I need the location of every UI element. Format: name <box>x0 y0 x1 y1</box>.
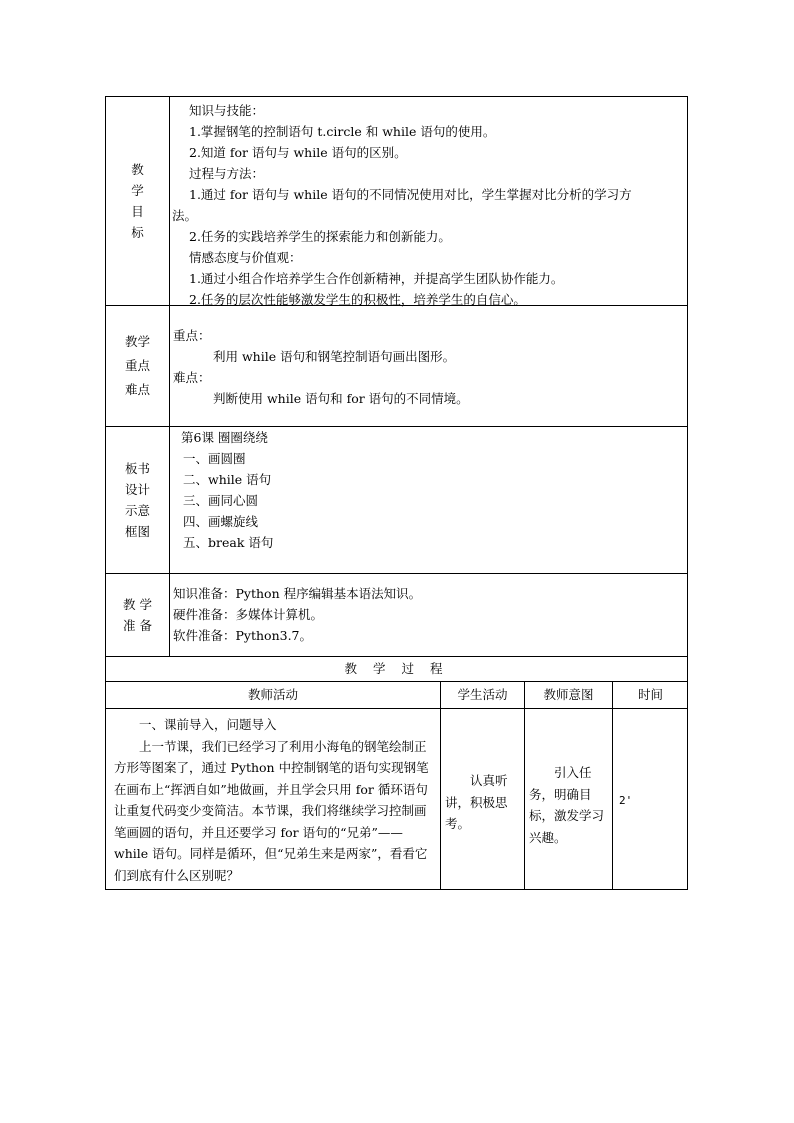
keypoints-content <box>173 325 683 409</box>
keypoints-label: 教学 重点 难点 <box>106 306 170 426</box>
goals-section <box>105 96 688 306</box>
process-table <box>105 682 688 890</box>
column-divider <box>524 682 525 889</box>
goals-heading: 过程与方法： <box>189 166 265 181</box>
prep-line: 软件准备：Python3.7。 <box>173 628 313 643</box>
goals-item: 2.任务的实践培养学生的探索能力和创新能力。 <box>189 229 451 244</box>
goals-heading: 知识与技能： <box>189 103 265 118</box>
teacher-intent-cell: 引入任务，明确目标，激发学习兴趣。 <box>529 765 605 845</box>
header-teacher-activity: 教师活动 <box>247 687 298 702</box>
goals-item: 2.任务的层次性能够激发学生的积极性，培养学生的自信心。 <box>189 292 526 307</box>
board-line: 二、while 语句 <box>183 472 272 487</box>
goals-heading: 情感态度与价值观： <box>189 250 302 265</box>
prep-line: 硬件准备：多媒体计算机。 <box>173 607 324 622</box>
header-time: 时间 <box>637 687 663 702</box>
header-student-activity: 学生活动 <box>457 687 508 702</box>
student-activity-cell: 认真听讲，积极思考。 <box>445 773 508 831</box>
board-line: 一、画圆圈 <box>183 451 246 466</box>
prep-content <box>173 583 683 646</box>
goals-item: 1.掌握钢笔的控制语句 t.circle 和 while 语句的使用。 <box>189 124 496 139</box>
keypoints-section <box>105 305 688 427</box>
board-content <box>173 427 683 553</box>
key-title: 重点： <box>173 328 211 343</box>
goals-content <box>173 100 683 310</box>
board-line: 五、break 语句 <box>183 535 274 550</box>
teacher-activity-text: 上一节课，我们已经学习了利用小海龟的钢笔绘制正方形等图案了，通过 Python 中控制钢笔的语句实现钢笔在画布上“挥洒自如”地做画，并且学会只用 for 循环语句让重复代码变少变简洁。本节课，我们将继续学习控制画笔画圆的语句，并且还要学习 for 语句的“兄弟”——while 语句。同样是循环，但“兄弟生来是两家”，看看它们到底有什么区别呢？ <box>114 738 429 883</box>
prep-line: 知识准备：Python 程序编辑基本语法知识。 <box>173 586 422 601</box>
difficulty-title: 难点： <box>173 370 211 385</box>
prep-section <box>105 573 688 657</box>
header-teacher-intent: 教师意图 <box>543 687 594 702</box>
teacher-activity-heading: 一、课前导入，问题导入 <box>139 717 277 732</box>
board-line: 四、画螺旋线 <box>183 514 259 529</box>
column-divider <box>612 682 613 889</box>
goals-item: 法。 <box>172 208 198 223</box>
time-cell: 2' <box>619 794 633 807</box>
column-divider <box>440 682 441 889</box>
header-divider <box>106 708 687 709</box>
board-line: 第6课 圈圈绕绕 <box>181 430 268 445</box>
board-label: 板书 设计 示意 框图 <box>106 427 170 573</box>
goals-item: 1.通过 for 语句与 while 语句的不同情况使用对比，学生掌握对比分析的学习方 <box>189 187 632 202</box>
process-title: 教 学 过 程 <box>105 656 688 682</box>
board-section <box>105 426 688 574</box>
key-text: 利用 while 语句和钢笔控制语句画出图形。 <box>213 349 456 364</box>
board-line: 三、画同心圆 <box>183 493 259 508</box>
prep-label: 教 学 准 备 <box>106 574 170 656</box>
difficulty-text: 判断使用 while 语句和 for 语句的不同情境。 <box>213 391 469 406</box>
goals-item: 1.通过小组合作培养学生合作创新精神，并提高学生团队协作能力。 <box>189 271 564 286</box>
goals-label: 教 学 目 标 <box>106 97 170 305</box>
goals-item: 2.知道 for 语句与 while 语句的区别。 <box>189 145 407 160</box>
teacher-activity-cell <box>114 714 436 886</box>
